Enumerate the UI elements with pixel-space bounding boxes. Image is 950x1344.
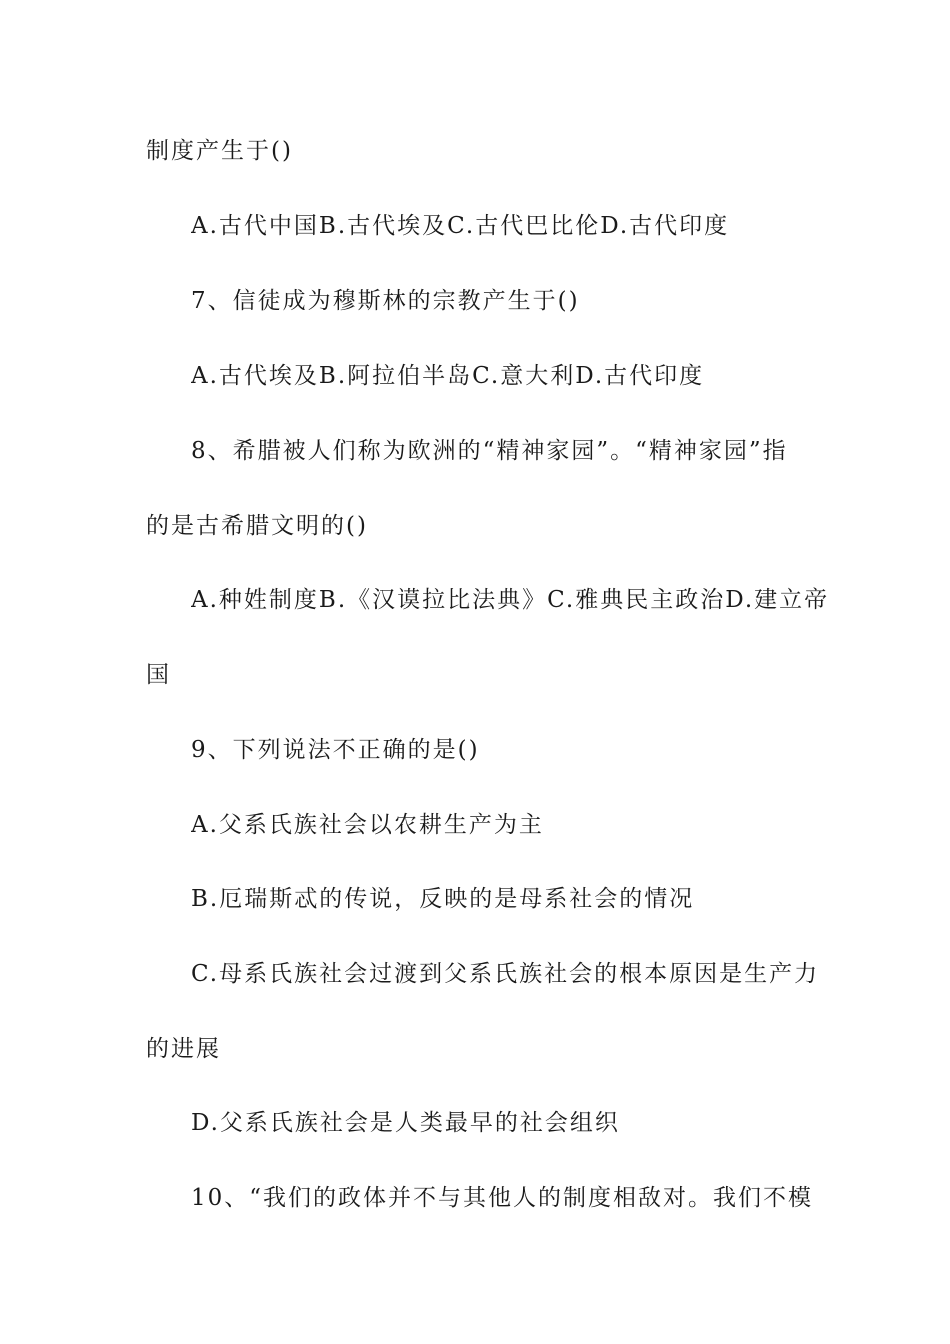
text-line-question-9-option-d: D.父系氏族社会是人类最早的社会组织 [191,1110,620,1136]
text-line-question-9-option-b: B.厄瑞斯忒的传说，反映的是母系社会的情况 [191,886,695,912]
text-line-question-7-options: A.古代埃及B.阿拉伯半岛C.意大利D.古代印度 [191,363,705,389]
text-line-question-9: 9、下列说法不正确的是() [191,737,480,763]
text-line-question-8-options-cont: 国 [146,662,171,688]
text-line-question-8: 8、希腊被人们称为欧洲的“精神家园”。“精神家园”指 [191,438,788,464]
text-line-question-9-option-c-cont: 的进展 [146,1036,221,1062]
text-line-question-9-option-a: A.父系氏族社会以农耕生产为主 [191,812,544,838]
text-line-question-10: 10、“我们的政体并不与其他人的制度相敌对。我们不模 [191,1185,814,1211]
text-line-question-6-options: A.古代中国B.古代埃及C.古代巴比伦D.古代印度 [191,213,730,239]
text-line-question-9-option-c: C.母系氏族社会过渡到父系氏族社会的根本原因是生产力 [191,961,820,987]
text-line-question-6-cont: 制度产生于() [146,138,293,164]
text-line-question-7: 7、信徒成为穆斯林的宗教产生于() [191,288,580,314]
text-line-question-8-cont: 的是古希腊文明的() [146,513,368,539]
text-line-question-8-options: A.种姓制度B.《汉谟拉比法典》C.雅典民主政治D.建立帝 [191,587,830,613]
